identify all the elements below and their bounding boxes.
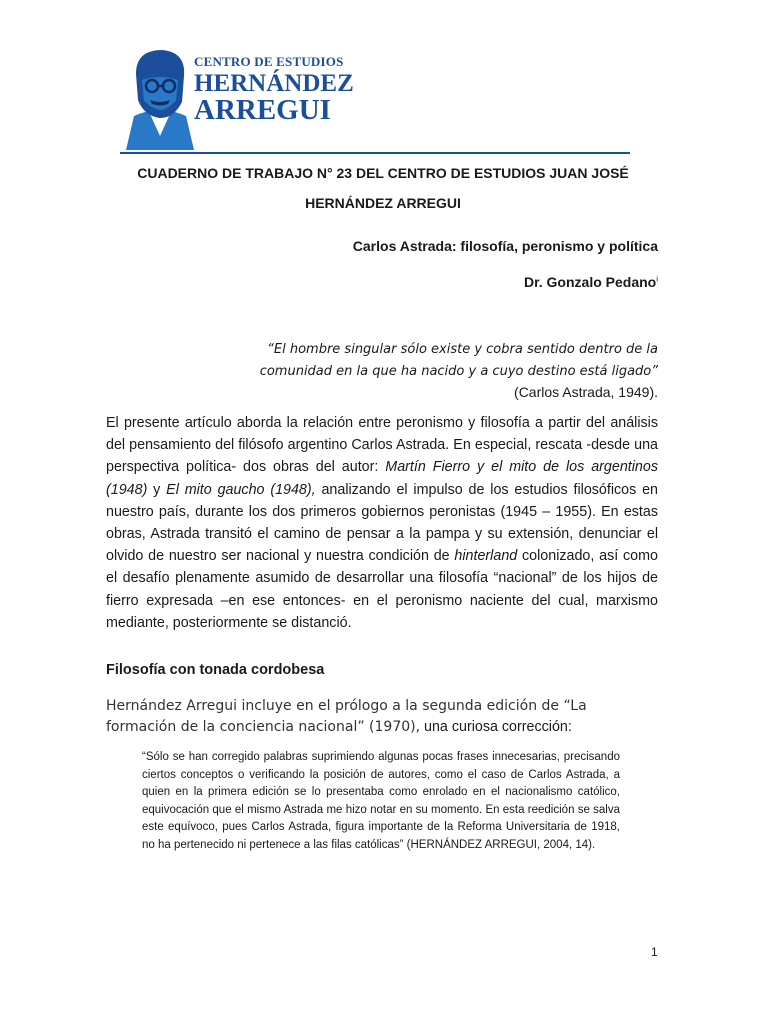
paragraph-part-1: El presente artículo aborda la relación entre peronismo y filosofía a partir del análisis del pensamiento del filósofo argentino Carlos Astrada. En especial, rescata -desde una perspectiva política- dos obras del autor: [106,415,658,476]
paragraph-part-4: colonizado, así como el desafío plenamente asumido de desarrollar una filosofía “nacional” de los hijos de fierro expresada –en ese entonces- en el peronismo naciente del cual, marxismo mediante, posteriormente se distanció. [106,548,658,631]
portrait-icon [120,44,200,152]
page-number: 1 [651,945,658,959]
work-title-2: El mito gaucho (1948), [166,481,316,498]
abstract-paragraph [106,412,658,634]
work-title-1: Martín Fierro y el mito de los argentinos (1948) [106,459,658,498]
epigraph-citation: (Carlos Astrada, 1949). [514,384,658,400]
article-title: Carlos Astrada: filosofía, peronismo y política [352,238,658,254]
paragraph-part-2: y [147,481,167,498]
document-title: CUADERNO DE TRABAJO N° 23 DEL CENTRO DE ESTUDIOS JUAN JOSÉ HERNÁNDEZ ARREGUI [137,165,629,211]
epigraph-quote: “El hombre singular sólo existe y cobra sentido dentro de la comunidad en la que ha nacido y a cuyo destino está ligado” [259,342,658,379]
author-text: Dr. Gonzalo Pedano [523,274,657,290]
intro-paragraph [106,696,658,738]
block-quote: “Sólo se han corregido palabras suprimiendo algunas pocas frases innecesarias, precisando ciertos conceptos o verificando la posición de autores, como el caso de Carlos Astrada, a quien en la primera edición se lo presentaba como enrolado en el nacionalismo católico, equivocación que el mismo Astrada me hizo notar en su momento. En esta reedición se salva este equívoco, pues Carlos Astrada, figura importante de la Reforma Universitaria de 1918, no ha pertenecido ni pertenece a las filas católicas” (HERNÁNDEZ ARREGUI, 2004, 14). [142,751,620,851]
paragraph-part-3: analizando el impulso de los estudios filosóficos en nuestro país, durante los dos primeros gobiernos peronistas (1945 – 1955). En estas obras, Astrada transitó el camino de pensar a la pampa y su extensión, denunciar el olvido de nuestro ser nacional y nuestra condición de [106,481,659,565]
logo-line-3: ARREGUI [194,94,331,126]
hinterland-term: hinterland [454,548,518,565]
intro-tail: una curiosa corrección: [420,719,572,735]
logo-line-2: HERNÁNDEZ [194,70,354,97]
header-divider [120,152,630,154]
section-heading: Filosofía con tonada cordobesa [106,662,325,678]
intro-text: Hernández Arregui incluye en el prólogo a la segunda edición de “La formación de la conciencia nacional” (1970), [106,698,587,735]
author-footnote-marker: i [656,274,658,284]
logo-text [194,48,354,124]
logo-line-1: CENTRO DE ESTUDIOS [194,54,344,69]
epigraph [218,338,658,403]
author-name [524,274,658,290]
